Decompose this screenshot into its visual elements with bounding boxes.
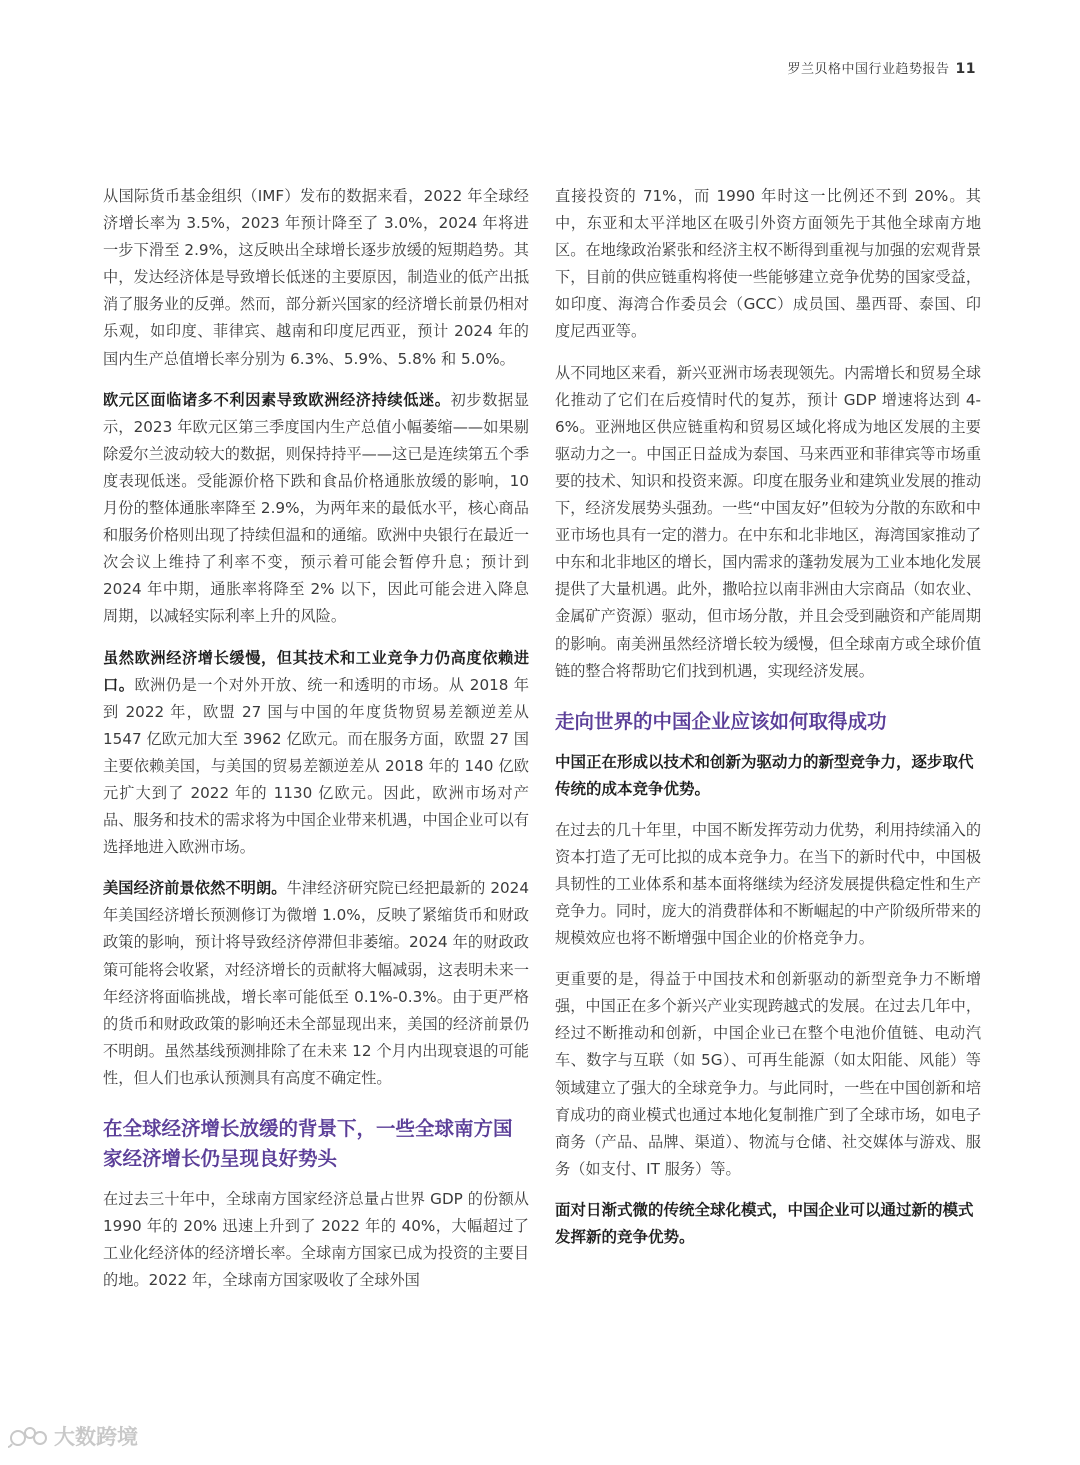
- section-heading-chinese-enterprises: 走向世界的中国企业应该如何取得成功: [555, 709, 887, 733]
- paragraph-regional-view: 从不同地区来看，新兴亚洲市场表现领先。内需增长和贸易全球化推动了它们在后疫情时代的复苏，预计 GDP 增速将达到 4-6%。亚洲地区供应链重构和贸易区域化将成为地区发展的主要驱动力之一。中国正日益成为泰国、马来西亚和菲律宾等市场重要的技术、知识和投资来源。印度在服务业和建筑业发展的推动下，经济发展势头强劲。一些“中国友好”但较为分散的东欧和中亚市场也具有一定的潜力。在中东和北非地区，海湾国家推动了中东和北非地区的增长，国内需求的蓬勃发展为工业本地化发展提供了大量机遇。此外，撒哈拉以南非洲由大宗商品（如农业、金属矿产资源）驱动，但市场分散，并且会受到融资和产能周期的影响。南美洲虽然经济增长较为缓慢，但全球南方或全球价值链的整合将帮助它们找到机遇，实现经济发展。: [555, 363, 981, 680]
- watermark: [8, 1421, 138, 1451]
- paragraph-innovation-leapfrog: 更重要的是，得益于中国技术和创新驱动的新型竞争力不断增强，中国正在多个新兴产业实现跨越式的发展。在过去几年中，经过不断推动和创新，中国企业已在整个电池价值链、电动汽车、数字与互联（如 5G）、可再生能源（如太阳能、风能）等领域建立了强大的全球竞争力。与此同时，一些在中国创新和培育成功的商业模式也通过本地化复制推广到了全球市场，如电子商务（产品、品牌、渠道）、物流与仓储、社交媒体与游戏、服务（如支付、IT 服务）等。: [555, 970, 981, 1178]
- right-column: [555, 183, 981, 1265]
- page-number: 11: [955, 61, 976, 77]
- paragraph-body: 欧洲仍是一个对外开放、统一和透明的市场。从 2018 年到 2022 年，欧盟 27 国与中国的年度货物贸易差额逆差从 1547 亿欧元加大至 3962 亿欧元。而在服务方面，欧盟 27 国主要依赖美国，与美国的贸易差额逆差从 2018 年的 140 亿欧元扩大到了 2022 年的 1130 亿欧元。因此，欧洲市场对产品、服务和技术的需求将为中国企业带来机遇，中国企业可以有选择地进入欧洲市场。: [103, 675, 530, 857]
- watermark-text: 大数跨境: [54, 1425, 138, 1449]
- paragraph-fdi-continued: 直接投资的 71%，而 1990 年时这一比例还不到 20%。其中，东亚和太平洋地区在吸引外资方面领先于其他全球南方地区。在地缘政治紧张和经济主权不断得到重视与加强的宏观背景下，目前的供应链重构将使一些能够建立竞争优势的国家受益，如印度、海湾合作委员会（GCC）成员国、墨西哥、泰国、印度尼西亚等。: [555, 187, 981, 341]
- paragraph-imf-growth: 从国际货币基金组织（IMF）发布的数据来看，2022 年全球经济增长率为 3.5%，2023 年预计降至了 3.0%，2024 年将进一步下滑至 2.9%，这反映出全球增长逐步放缓的短期趋势。其中，发达经济体是导致增长低迷的主要原因，制造业的低产出抵消了服务业的反弹。然而，部分新兴国家的经济增长前景仍相对乐观，如印度、菲律宾、越南和印度尼西亚，预计 2024 年的国内生产总值增长率分别为 6.3%、5.9%、5.8% 和 5.0%。: [103, 187, 529, 368]
- report-title: 罗兰贝格中国行业趋势报告: [787, 62, 950, 77]
- page-header: [788, 58, 977, 77]
- section-heading-global-south: 在全球经济增长放缓的背景下，一些全球南方国家经济增长仍呈现良好势头: [103, 1117, 513, 1170]
- paragraph-body: 初步数据显示，2023 年欧元区第三季度国内生产总值小幅萎缩——如果剔除爱尔兰波动较大的数据，则保持持平——这已是连续第五个季度表现低迷。受能源价格下跌和食品价格通胀放缓的影响，10 月份的整体通胀率降至 2.9%，为两年来的最低水平，核心商品和服务价格则出现了持续但温和的通缩。欧洲中央银行在最近一次会议上维持了利率不变，预示着可能会暂停升息；预计到 2024 年中期，通胀率将降至 2% 以下，因此可能会进入降息周期，以减轻实际利率上升的风险。: [103, 390, 530, 626]
- paragraph-lead-bold: 美国经济前景依然不明朗。: [103, 879, 287, 898]
- paragraph-us-outlook: [103, 875, 529, 1092]
- paragraph-global-south-share: 在过去三十年中，全球南方国家经济总量占世界 GDP 的份额从 1990 年的 20% 迅速上升到了 2022 年的 40%，大幅超过了工业化经济体的经济增长率。全球南方国家已成为投资的主要目的地。2022 年，全球南方国家吸收了全球外国: [103, 1190, 529, 1290]
- paragraph-europe-competitiveness: [103, 645, 529, 862]
- left-column: [103, 183, 529, 1308]
- sub-heading-new-competitiveness: 中国正在形成以技术和创新为驱动力的新型竞争力，逐步取代传统的成本竞争优势。: [555, 752, 974, 798]
- sub-heading-new-models: 面对日渐式微的传统全球化模式，中国企业可以通过新的模式发挥新的竞争优势。: [555, 1200, 974, 1246]
- paragraph-lead-bold: 欧元区面临诸多不利因素导致欧洲经济持续低迷。: [103, 390, 451, 409]
- paragraph-body: 牛津经济研究院已经把最新的 2024 年美国经济增长预测修订为微增 1.0%，反映了紧缩货币和财政政策的影响，预计将导致经济停滞但非萎缩。2024 年的财政政策可能将会收紧，对经济增长的贡献将大幅减弱，这表明未来一年经济将面临挑战，增长率可能低至 0.1%-0.3%。由于更严格的货币和财政政策的影响还未全部显现出来，美国的经济前景仍不明朗。虽然基线预测排除了在未来 12 个月内出现衰退的可能性，但人们也承认预测具有高度不确定性。: [103, 879, 530, 1087]
- bubble-logo-icon: [8, 1424, 50, 1448]
- paragraph-cost-competitiveness: 在过去的几十年里，中国不断发挥劳动力优势，利用持续涌入的资本打造了无可比拟的成本竞争力。在当下的新时代中，中国极具韧性的工业体系和基本面将继续为经济发展提供稳定性和生产竞争力。同时，庞大的消费群体和不断崛起的中产阶级所带来的规模效应也将不断增强中国企业的价格竞争力。: [555, 820, 981, 948]
- paragraph-eurozone: [103, 387, 529, 631]
- paragraph-lead-bold: 虽然欧洲经济增长缓慢，但其技术和工业竞争力仍高度依赖进口。: [103, 648, 529, 694]
